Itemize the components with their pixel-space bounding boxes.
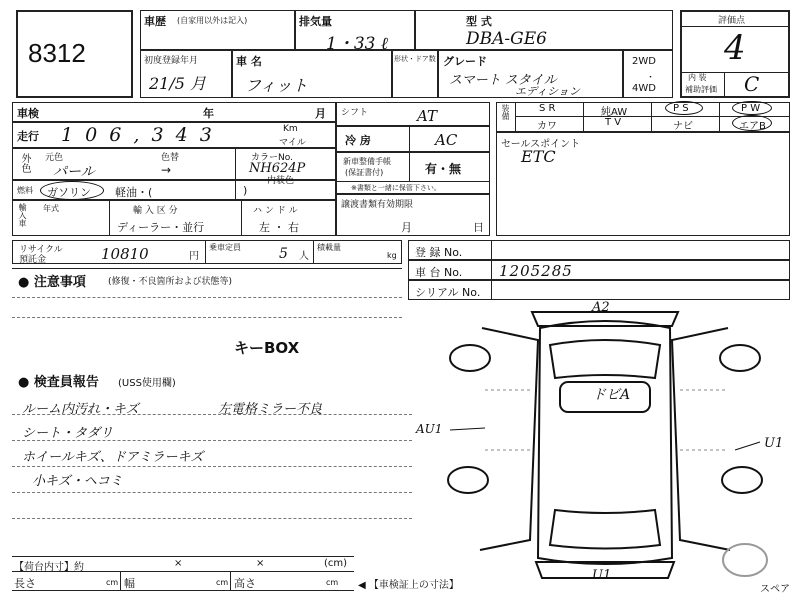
sales-point-label: セールスポイント [501,139,581,150]
caution-section [12,268,402,369]
equip-pw: P W [741,103,761,114]
lot-number-box [16,10,133,98]
interior-rating-value: C [744,72,760,96]
inspection-year-label: 年 [203,107,214,120]
inspection-dimension-text: 【車検証上の寸法】 [368,580,459,591]
recycle-row [12,240,402,264]
equipment-vdivider-1 [583,103,584,131]
interior-rating-sub: 補助評価 [685,85,717,94]
recycle-value: 10810 [101,245,149,263]
drive-separator: ・ [646,73,656,83]
cargo-x2: × [256,558,265,569]
length-cm: cm [106,578,119,587]
new-car-note: ※書類と一緒に保管下さい。 [351,184,441,192]
inspection-row [12,102,336,122]
recycle-label-1: リサイクル [19,245,63,255]
wheel-rear-left [448,467,488,493]
drive-2wd: 2WD [632,56,656,67]
spare-wheel [723,544,767,576]
spare-label: スペア [760,584,790,595]
car-body-outline [538,321,672,564]
reg-no-row [408,240,790,260]
equipment-vdivider-0 [515,103,516,131]
equip-leather: カワ [537,121,557,132]
loading-label: 積載量 [317,243,341,252]
wheel-front-left [450,345,490,371]
equip-tv: T V [605,117,622,128]
ac-value: AC [435,131,458,149]
equip-navi: ナビ [673,121,693,132]
chassis-row [408,260,790,280]
dimension-divider-2 [230,572,231,590]
model-year-label: 年式 [43,204,59,213]
recycle-divider-1 [205,241,206,263]
ac-row [336,126,490,152]
inspection-dimension-label: ◀ 【車検証上の寸法】 [358,580,459,591]
diagram-right-mark: U1 [764,436,784,451]
drive-cell [623,50,673,98]
length-label: 長さ [14,577,36,590]
left-mark-pointer [450,428,485,430]
left-door-lines [485,390,530,450]
cargo-cm: (cm) [324,558,348,569]
car-name-label: 車 名 [236,55,262,68]
new-car-value: 有・無 [425,162,462,176]
height-label: 高さ [234,577,256,590]
cargo-row [12,556,354,572]
grade-value-1: スマート スタイル [449,73,557,88]
loading-unit: kg [387,251,397,260]
inspector-title-text: 検査員報告 [33,375,99,390]
wheel-front-right [720,345,760,371]
first-reg-cell [140,50,232,98]
new-car-label-1: 新車整備手帳 [343,157,391,166]
chassis-divider [491,261,492,279]
import-class-value: ディーラー・並行 [117,221,205,234]
grade-value-2: エディション [515,85,580,98]
fuel-gasoline: ガソリン [47,186,91,199]
model-label: 型 式 [466,15,492,28]
inspector-title: ● 検査員報告 [18,375,99,390]
inspector-report-line-3: ホイールキズ、ドアミラーキズ [22,450,204,465]
inspector-line-5 [12,518,412,519]
right-mark-pointer [735,442,760,450]
color-arrow: → [161,163,172,177]
diagram-rear-mark: U1 [592,568,612,583]
car-rear-window [550,510,660,549]
key-box-label: キーBOX [234,339,300,357]
car-diagram [410,300,800,590]
handle-value: 左 ・ 右 [259,221,299,234]
right-door-lines [680,390,725,450]
equip-airbag-circle [732,115,772,131]
fuel-close: ) [243,184,248,197]
model-cell [415,10,673,50]
diagram-roof-mark: ドビA [592,387,631,403]
caution-line-1 [12,297,402,298]
equip-airbag: エアB [739,121,766,132]
import-divider-2 [241,201,242,235]
diagram-front-mark: A2 [592,300,610,315]
drive-4wd: 4WD [632,83,656,94]
equip-alloy: 純AW [601,107,628,118]
door-cell [392,50,438,98]
history-note: (自家用以外は記入) [177,16,248,25]
capacity-unit: 人 [299,251,309,262]
inspector-note: (USS使用欄) [118,378,176,389]
fuel-gasoline-circle [40,181,104,200]
inspection-month-label: 月 [315,107,326,120]
import-divider-1 [109,201,110,235]
mileage-mile-label: マイル [279,138,306,148]
score-box [680,10,790,98]
color-change-label: 色替 [161,153,180,163]
transfer-row [336,194,490,236]
inspector-line-4 [12,492,412,493]
equip-ps-circle [665,101,703,115]
first-reg-value: 21/5 月 [149,74,207,93]
history-label: 車歴 [144,15,166,28]
equip-sr: S R [539,103,556,114]
grade-label: グレード [443,55,487,68]
interior-rating-vdivider [724,72,725,96]
caution-line-2 [12,317,402,318]
equipment-vdivider-2 [651,103,652,131]
shift-label: シフト [341,108,369,118]
car-name-cell [232,50,392,98]
import-row [12,200,336,236]
inspector-section [12,370,412,540]
serial-label: シリアル No. [415,286,481,299]
grade-cell [438,50,623,98]
interior-color-divider [235,173,236,199]
equipment-side-label: 装備 [501,104,510,120]
color-code-label: カラーNo. [251,153,293,163]
inspector-report-line-1: ルーム内汚れ・キズ [22,402,139,417]
displacement-value: 1・33 ℓ [326,34,388,54]
equip-ps: P S [673,103,689,114]
new-car-label-2: (保証書付) [345,168,384,177]
inspector-report-line-4: 小キズ・ヘコミ [32,474,123,489]
reg-no-label: 登 録 No. [415,246,463,259]
transfer-label: 譲渡書類有効期限 [341,200,414,210]
chassis-value: 1205285 [499,262,573,280]
car-name-value: フィット [245,76,308,95]
fuel-diesel: 軽油・( [115,186,153,199]
cargo-label: 【荷台内寸】約 [14,562,84,573]
transfer-month: 月 [401,221,412,234]
transfer-day: 日 [473,221,484,234]
sales-point-box [496,132,790,236]
displacement-label: 排気量 [299,15,332,28]
import-class-label: 輸 入 区 分 [133,206,178,216]
exterior-label: 外色 [19,153,30,173]
chassis-label: 車 台 No. [415,266,463,279]
serial-divider [491,281,492,299]
inspector-report-line-2: シート・タダリ [22,426,114,441]
lot-number: 8312 [28,38,86,68]
first-reg-label: 初度登録年月 [144,56,199,66]
new-car-row [336,152,490,194]
mileage-row [12,122,336,148]
new-car-note-divider [337,181,489,182]
new-car-divider [409,153,410,181]
ac-divider [409,127,410,151]
ac-label: 冷 房 [345,134,371,147]
car-windshield [550,340,660,378]
reg-no-divider [491,241,492,259]
interior-color-label: 内装色 [267,176,295,186]
width-label: 幅 [124,577,135,590]
original-color-label: 元色 [45,153,64,163]
interior-rating-label: 内 装 [688,73,707,82]
diagram-left-mark: AU1 [416,422,443,436]
capacity-label: 乗車定員 [209,243,241,252]
recycle-label-2: 預託金 [19,255,47,265]
score-label: 評価点 [718,16,746,26]
displacement-cell [295,10,415,54]
dimension-row [12,572,354,591]
dimension-divider-1 [120,572,121,590]
recycle-divider-2 [313,241,314,263]
equipment-vdivider-3 [719,103,720,131]
serial-row [408,280,790,300]
mileage-km-label: Km [283,124,298,134]
cargo-x1: × [174,558,183,569]
history-cell [140,10,295,50]
shift-row [336,102,490,126]
capacity-value: 5 [279,246,288,262]
mileage-label: 走行 [17,130,39,143]
fuel-label: 燃料 [17,186,33,195]
inspector-line-3 [12,466,412,467]
caution-title-text: 注意事項 [33,275,86,290]
shift-value: AT [417,107,438,125]
color-code-value: NH624P [249,161,306,176]
exterior-color-value: パール [53,164,95,180]
door-label: 形状・ドア数 [394,55,436,63]
score-value: 4 [724,28,746,68]
caution-title: ● 注意事項 [18,275,86,290]
inspection-label: 車検 [17,107,39,120]
mileage-value: 1 0 6 , 3 4 3 [61,124,215,146]
equip-pw-circle [732,101,772,115]
wheel-rear-right [722,467,762,493]
import-label: 輸入車 [18,203,27,227]
handle-label: ハ ン ド ル [253,206,298,216]
width-cm: cm [216,578,229,587]
recycle-yen: 円 [189,251,199,262]
sales-point-value: ETC [521,147,556,166]
height-cm: cm [326,578,339,587]
inspector-report-line-1-right: 左電格ミラー不良 [218,402,323,417]
caution-note: (修復・不良箇所および状態等) [108,277,233,287]
model-value: DBA-GE6 [466,29,547,49]
